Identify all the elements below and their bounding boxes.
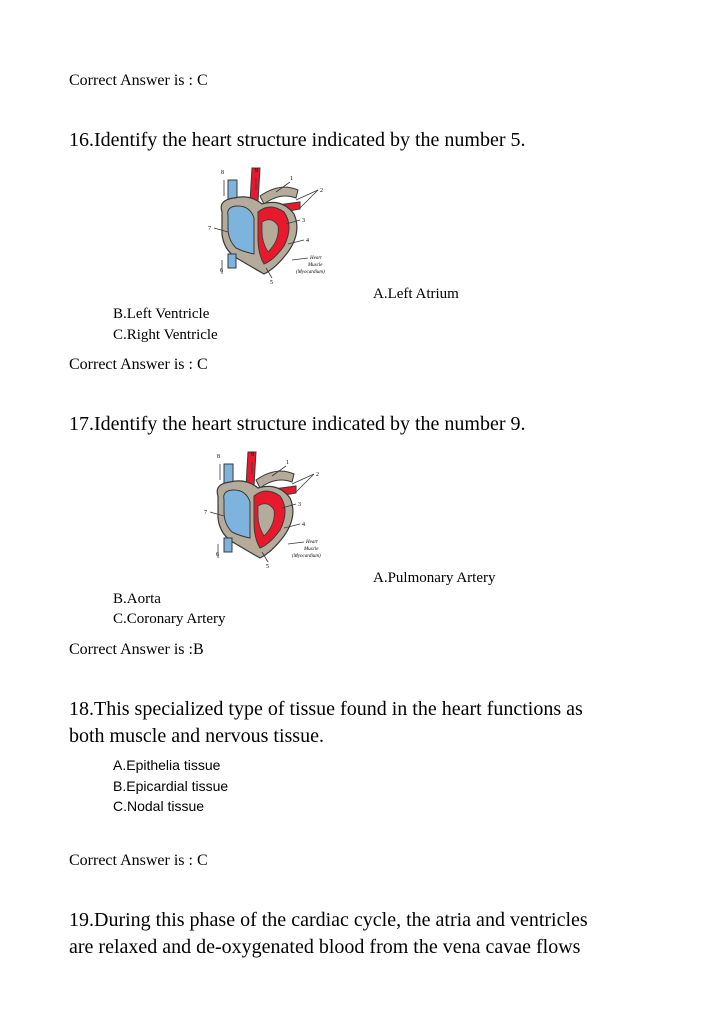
diagram-heart-label: Heart bbox=[310, 256, 322, 261]
q18-option-b: B.Epicardial tissue bbox=[113, 778, 229, 794]
diagram-myocardium-label: (Myocardium) bbox=[292, 554, 321, 559]
question-17: 17.Identify the heart structure indicated by the number 9. bbox=[69, 413, 526, 435]
diagram-label-8: 8 bbox=[217, 454, 220, 460]
diagram-label-9: 9 bbox=[255, 168, 258, 174]
diagram-label-4: 4 bbox=[306, 238, 309, 244]
question-19-line-2: are relaxed and de-oxygenated blood from the vena cavae flows bbox=[69, 936, 581, 958]
question-18-line-2: both muscle and nervous tissue. bbox=[69, 725, 324, 747]
question-18-line-1: 18.This specialized type of tissue found in the heart functions as bbox=[69, 698, 583, 720]
q18-option-a: A.Epithelia tissue bbox=[113, 757, 221, 773]
q16-option-c: C.Right Ventricle bbox=[113, 327, 218, 343]
diagram-label-3: 3 bbox=[302, 218, 305, 224]
diagram-label-1: 1 bbox=[286, 460, 289, 466]
diagram-label-4: 4 bbox=[302, 522, 305, 528]
previous-correct-answer: Correct Answer is : C bbox=[69, 72, 208, 89]
diagram-label-7: 7 bbox=[204, 510, 207, 516]
diagram-myocardium-label: (Myocardium) bbox=[296, 270, 325, 275]
diagram-label-8: 8 bbox=[221, 170, 224, 176]
q16-correct-answer: Correct Answer is : C bbox=[69, 356, 208, 373]
question-19-line-1: 19.During this phase of the cardiac cycle, the atria and ventricles bbox=[69, 909, 588, 931]
diagram-label-2: 2 bbox=[320, 188, 323, 194]
diagram-label-3: 3 bbox=[298, 502, 301, 508]
diagram-label-6: 6 bbox=[220, 268, 223, 274]
heart-diagram-q17 bbox=[196, 446, 344, 579]
diagram-label-7: 7 bbox=[208, 226, 211, 232]
q17-option-a: A.Pulmonary Artery bbox=[373, 570, 496, 586]
q16-option-b: B.Left Ventricle bbox=[113, 306, 210, 322]
heart-diagram-q16 bbox=[200, 162, 348, 295]
q18-option-c: C.Nodal tissue bbox=[113, 798, 205, 814]
diagram-muscle-label: Muscle bbox=[308, 263, 323, 268]
diagram-label-5: 5 bbox=[270, 280, 273, 286]
q16-option-a: A.Left Atrium bbox=[373, 286, 459, 302]
diagram-label-9: 9 bbox=[251, 452, 254, 458]
diagram-muscle-label: Muscle bbox=[304, 547, 319, 552]
diagram-label-2: 2 bbox=[316, 472, 319, 478]
q18-correct-answer: Correct Answer is : C bbox=[69, 852, 208, 869]
q17-option-c: C.Coronary Artery bbox=[113, 611, 226, 627]
diagram-heart-label: Heart bbox=[306, 540, 318, 545]
q17-option-b: B.Aorta bbox=[113, 591, 161, 607]
diagram-label-5: 5 bbox=[266, 564, 269, 570]
diagram-label-6: 6 bbox=[216, 552, 219, 558]
question-16: 16.Identify the heart structure indicated by the number 5. bbox=[69, 129, 526, 151]
q17-correct-answer: Correct Answer is :B bbox=[69, 641, 204, 658]
diagram-label-1: 1 bbox=[290, 176, 293, 182]
